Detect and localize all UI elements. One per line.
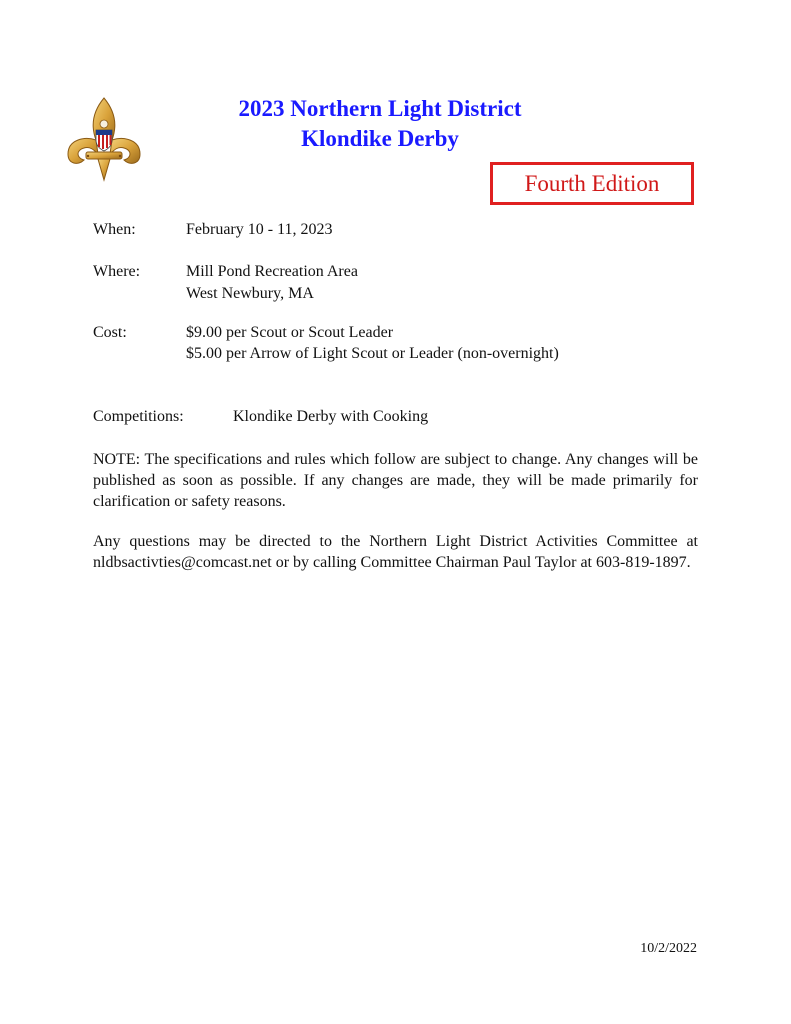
cost-label: Cost: xyxy=(93,324,127,341)
footer-date: 10/2/2022 xyxy=(640,941,697,956)
cost-line2: $5.00 per Arrow of Light Scout or Leader (non-overnight) xyxy=(186,345,559,362)
note-paragraph: NOTE: The specifications and rules which follow are subject to change. Any changes will be published as soon as possible. If any changes are made, they will be made primarily for clarification or safety reasons. xyxy=(93,451,698,510)
edition-badge xyxy=(490,162,694,205)
where-label: Where: xyxy=(93,263,141,280)
questions-paragraph: Any questions may be directed to the Northern Light District Activities Committee at nldbsactivties@comcast.net or by calling Committee Chairman Paul Taylor at 603-819-1897. xyxy=(93,533,698,571)
when-label: When: xyxy=(93,221,136,238)
competitions-label: Competitions: xyxy=(93,408,184,425)
scout-emblem-logo xyxy=(62,96,146,182)
page-title: 2023 Northern Light District xyxy=(238,96,522,121)
cost-line1: $9.00 per Scout or Scout Leader xyxy=(186,324,394,341)
when-value: February 10 - 11, 2023 xyxy=(186,221,333,238)
fleur-de-lis-emblem-icon xyxy=(62,96,146,182)
edition-label: Fourth Edition xyxy=(524,170,660,196)
where-line1: Mill Pond Recreation Area xyxy=(186,263,358,280)
where-line2: West Newbury, MA xyxy=(186,285,314,302)
competitions-value: Klondike Derby with Cooking xyxy=(233,408,429,425)
page-subtitle: Klondike Derby xyxy=(301,126,459,151)
